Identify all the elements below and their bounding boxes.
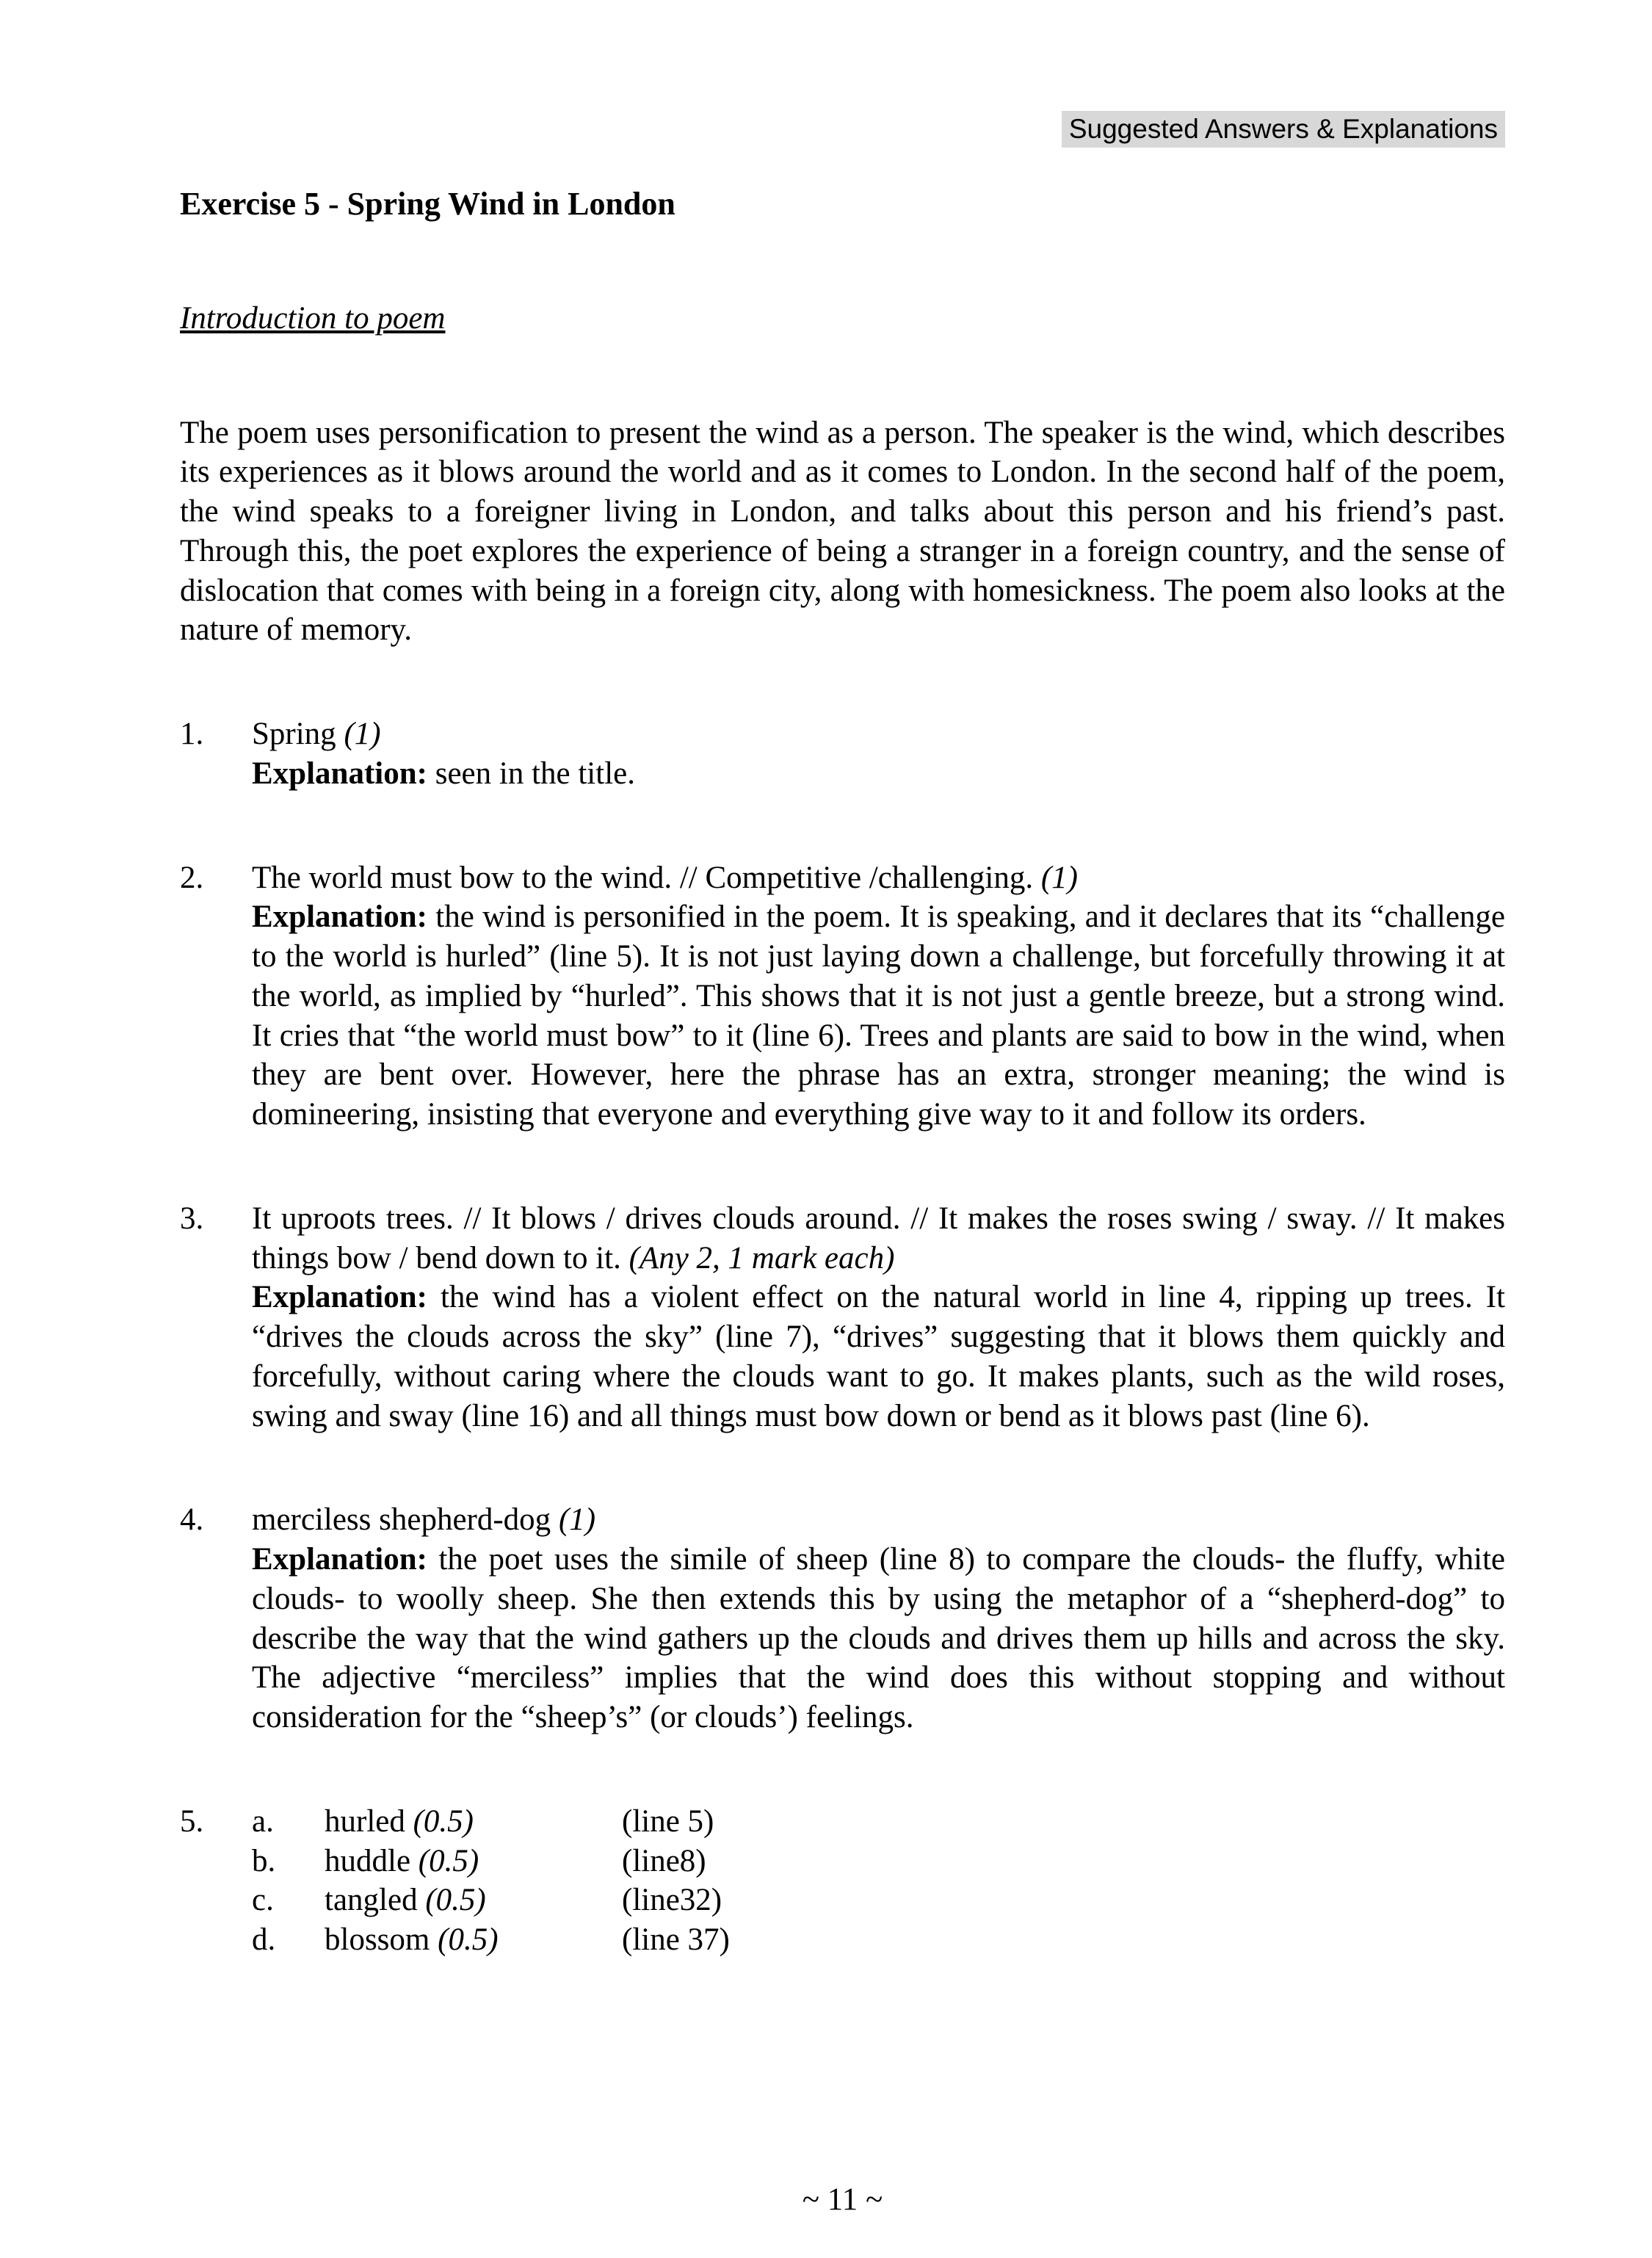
q5-row-c [252, 1881, 1505, 1920]
explanation-label: Explanation: [252, 900, 427, 935]
item-body [252, 858, 1505, 1135]
answer-item-1 [180, 714, 1505, 794]
q5-word: huddle [325, 1843, 411, 1878]
explanation-label: Explanation: [252, 756, 427, 791]
explanation [252, 1540, 1505, 1737]
q5-letter: b. [252, 1843, 276, 1878]
answer-line [252, 1500, 1505, 1540]
q5-letter: a. [252, 1803, 274, 1839]
q5-letter: d. [252, 1922, 276, 1957]
q5-word-cell [325, 1802, 622, 1842]
marks-label: (Any 2, 1 mark each) [628, 1240, 895, 1275]
explanation-label: Explanation: [252, 1280, 427, 1315]
page-header [180, 109, 1505, 148]
q5-marks: (0.5) [425, 1883, 486, 1918]
page-number: ~ 11 ~ [802, 2182, 883, 2218]
item-body [252, 714, 1505, 794]
q5-word-cell [325, 1920, 622, 1960]
answer-item-3 [180, 1199, 1505, 1436]
answer-text: merciless shepherd-dog [252, 1502, 551, 1538]
q5-row-d [252, 1920, 1505, 1960]
explanation-text: seen in the title. [435, 756, 635, 791]
item-body [252, 1500, 1505, 1737]
answer-text: It uproots trees. // It blows / drives clouds around. // It makes the roses swing / sway. // It makes things bow / bend down to it. [252, 1201, 1505, 1275]
answer-text: Spring [252, 717, 336, 751]
intro-paragraph: The poem uses personification to present the wind as a person. The speaker is the wind, which describes its experiences as it blows around the world and as it comes to London. In the second half of the poem, the wind speaks to a foreigner living in London, and talks about this person and his friend’s past. Through this, the poet explores the experience of being a stranger in a foreign country, and the sense of dislocation that comes with being in a foreign city, along with homesickness. The poem also looks at the nature of memory. [180, 415, 1505, 648]
q5-marks: (0.5) [438, 1922, 499, 1957]
marks-label: (1) [344, 717, 381, 751]
item-number: 4. [180, 1502, 204, 1538]
q5-word-cell [325, 1881, 622, 1920]
explanation-label: Explanation: [252, 1542, 427, 1577]
explanation [252, 754, 1505, 794]
answer-item-2 [180, 858, 1505, 1135]
q5-row-a [252, 1802, 1505, 1842]
q5-word: tangled [325, 1883, 418, 1918]
answer-line [252, 714, 1505, 754]
q5-marks: (0.5) [413, 1803, 474, 1839]
marks-label: (1) [1040, 860, 1078, 895]
explanation [252, 1278, 1505, 1436]
answer-item-4 [180, 1500, 1505, 1737]
answer-item-5 [180, 1802, 1505, 1960]
item-number: 2. [180, 860, 204, 895]
q5-word-cell [325, 1842, 622, 1881]
item-number: 5. [180, 1803, 204, 1839]
q5-row-b [252, 1842, 1505, 1881]
q5-word: hurled [325, 1803, 405, 1839]
q5-marks: (0.5) [418, 1843, 479, 1878]
answer-line [252, 858, 1505, 898]
explanation-text: the wind is personified in the poem. It is speaking, and it declares that its “challenge to the world is hurled” (line 5). It is not just laying down a challenge, but forcefully throwing it at the world, as implied by “hurled”. This shows that it is not just a gentle breeze, but a strong wind. It cries that “the world must bow” to it (line 6). Trees and plants are said to bow in the wind, when they are bent over. However, here the phrase has an extra, stronger meaning; the wind is domineering, insisting that everyone and everything give way to it and follow its orders. [252, 900, 1506, 1132]
q5-word: blossom [325, 1922, 430, 1957]
page-footer [180, 2180, 1505, 2220]
intro-heading: Introduction to poem [180, 300, 446, 336]
explanation [252, 897, 1505, 1135]
q5-line-ref: (line32) [622, 1883, 722, 1918]
q5-line-ref: (line 5) [622, 1803, 714, 1839]
item-body [252, 1802, 1505, 1960]
header-tag: Suggested Answers & Explanations [1062, 111, 1505, 148]
item-body [252, 1199, 1505, 1436]
explanation-text: the poet uses the simile of sheep (line 8) to compare the clouds- the fluffy, white clouds- to woolly sheep. She then extends this by using the metaphor of a “shepherd-dog” to describe the way that the wind gathers up the clouds and drives them up hills and across the sky. The adjective “merciless” implies that the wind does this without stopping and without consideration for the “sheep’s” (or clouds’) feelings. [252, 1542, 1505, 1734]
q5-line-ref: (line 37) [622, 1922, 730, 1957]
answer-text: The world must bow to the wind. // Competitive /challenging. [252, 860, 1034, 895]
explanation-text: the wind has a violent effect on the natural world in line 4, ripping up trees. It “drives the clouds across the sky” (line 7), “drives” suggesting that it blows them quickly and forcefully, without caring where the clouds want to go. It makes plants, such as the wild roses, swing and sway (line 16) and all things must bow down or bend as it blows past (line 6). [252, 1280, 1506, 1433]
answer-line [252, 1199, 1505, 1278]
q5-letter: c. [252, 1883, 274, 1918]
q5-line-ref: (line8) [622, 1843, 706, 1878]
item-number: 1. [180, 717, 204, 751]
exercise-title: Exercise 5 - Spring Wind in London [180, 185, 675, 222]
item-number: 3. [180, 1201, 204, 1236]
marks-label: (1) [558, 1502, 596, 1538]
